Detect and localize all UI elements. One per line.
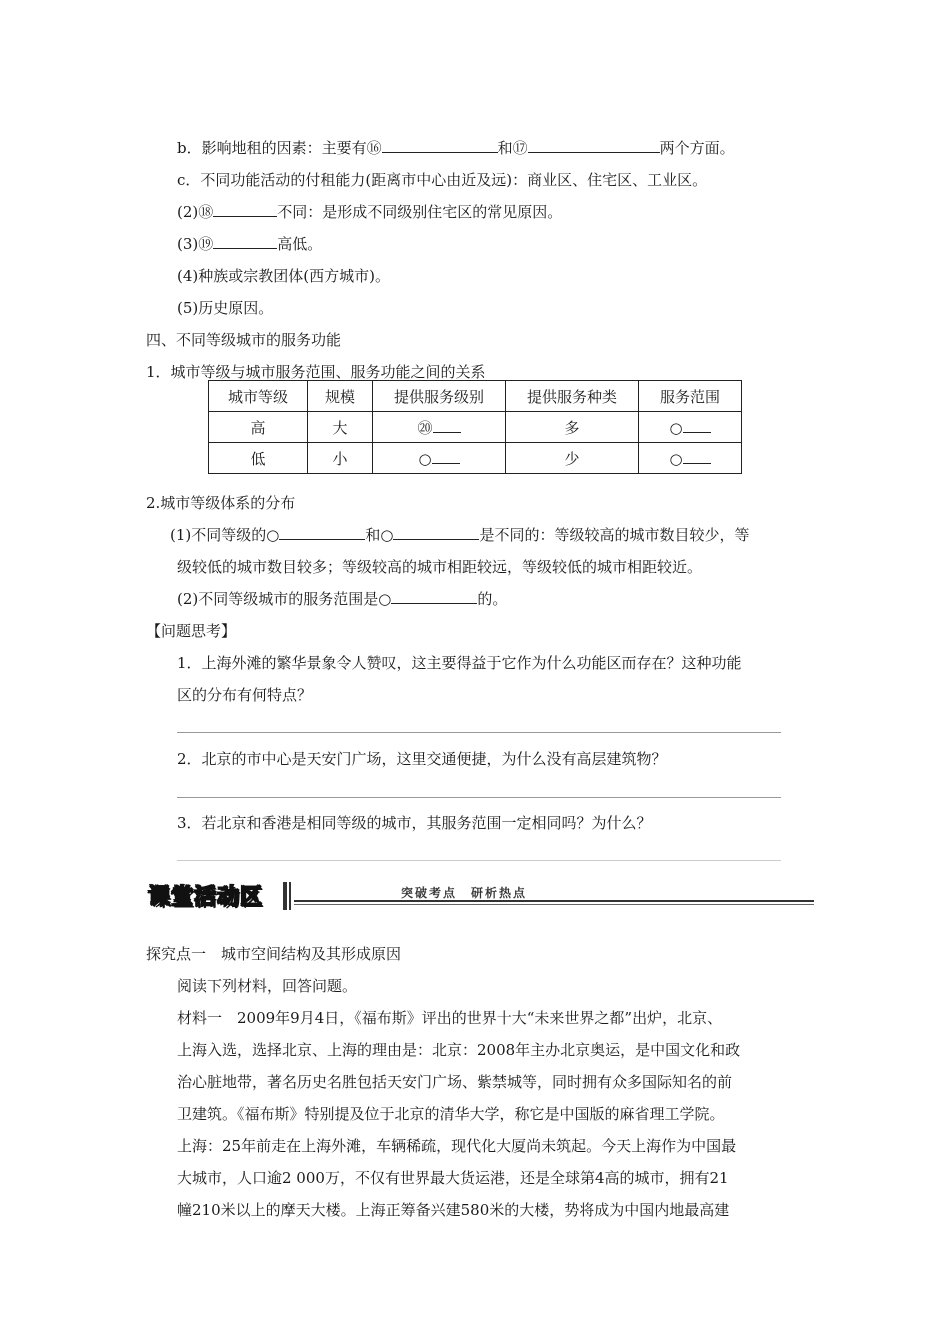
distribution-middle: 和○ <box>365 526 394 544</box>
material-1-line: 上海入选，选择北京、上海的理由是：北京：2008年主办北京奥运，是中国文化和政 <box>177 1041 741 1059</box>
material-1-line: 治心脏地带，著名历史名胜包括天安门广场、紫禁城等，同时拥有众多国际知名的前 <box>177 1073 733 1091</box>
material-1-line: 材料一 2009年9月4日，《福布斯》评出的世界十大“未来世界之都”出炉，北京、 <box>177 1009 723 1027</box>
distribution-suffix: 是不同的：等级较高的城市数目较少，等 <box>479 526 750 544</box>
answer-blank[interactable] <box>391 589 477 604</box>
distribution-prefix: (1)不同等级的○ <box>170 526 280 544</box>
rent-factor-middle: 和⑰ <box>497 139 528 157</box>
distribution-suffix: 的。 <box>477 590 508 608</box>
explore-point-title: 探究点一 城市空间结构及其形成原因 <box>146 945 402 963</box>
distribution-line-1 <box>170 525 749 545</box>
table-header-cell: 提供服务级别 <box>373 381 506 412</box>
shanghai-line: 上海：25年前走在上海外滩，车辆稀疏，现代化大厦尚未筑起。今天上海作为中国最 <box>177 1137 737 1155</box>
rent-ability-line: c．不同功能活动的付租能力(距离市中心由近及远)：商业区、住宅区、工业区。 <box>177 171 708 189</box>
section-banner <box>146 876 814 912</box>
table-cell-answer[interactable] <box>639 443 742 474</box>
factor-3-line <box>177 234 322 254</box>
cell-blank[interactable] <box>433 418 461 433</box>
cell-marker: ○ <box>418 449 432 468</box>
table-cell: 少 <box>506 443 639 474</box>
answer-blank-18[interactable] <box>213 202 277 217</box>
table-row <box>209 412 742 443</box>
factor-3-prefix: (3)⑲ <box>177 235 214 253</box>
answer-line-3[interactable] <box>177 860 781 861</box>
factor-2-suffix: 不同：是形成不同级别住宅区的常见原因。 <box>277 203 563 221</box>
answer-line-1[interactable] <box>177 732 781 733</box>
table-cell-answer[interactable] <box>639 412 742 443</box>
explore-intro: 阅读下列材料，回答问题。 <box>177 977 358 995</box>
answer-blank-16[interactable] <box>382 138 498 153</box>
cell-marker: ○ <box>669 418 683 437</box>
table-header-cell: 城市等级 <box>209 381 308 412</box>
cell-blank[interactable] <box>683 418 711 433</box>
banner-divider <box>289 882 291 910</box>
factor-3-suffix: 高低。 <box>277 235 323 253</box>
item-2-heading: 2.城市等级体系的分布 <box>146 494 296 512</box>
table-cell: 高 <box>209 412 308 443</box>
banner-title: 课堂活动区 <box>148 885 264 910</box>
factor-5-line: (5)历史原因。 <box>177 299 274 317</box>
answer-line-2[interactable] <box>177 797 781 798</box>
banner-rule <box>294 904 814 905</box>
table-row <box>209 443 742 474</box>
answer-blank-19[interactable] <box>213 234 277 249</box>
factor-4-line: (4)种族或宗教团体(西方城市)。 <box>177 267 390 285</box>
table-header-cell: 服务范围 <box>639 381 742 412</box>
banner-subtitle: 突破考点 研析热点 <box>401 886 528 900</box>
table-cell-answer[interactable] <box>373 412 506 443</box>
rent-factor-line <box>177 138 735 158</box>
factor-2-line <box>177 202 562 222</box>
cell-blank[interactable] <box>432 449 460 464</box>
question-1-text: 1．上海外滩的繁华景象令人赞叹，这主要得益于它作为什么功能区而存在？这种功能 <box>177 654 742 672</box>
table-cell-answer[interactable] <box>373 443 506 474</box>
answer-blank[interactable] <box>279 525 365 540</box>
banner-rule <box>294 900 814 902</box>
cell-marker: ○ <box>669 449 683 468</box>
section-4-heading: 四、不同等级城市的服务功能 <box>146 331 342 349</box>
question-3-text: 3．若北京和香港是相同等级的城市，其服务范围一定相同吗？为什么？ <box>177 814 652 832</box>
cell-blank[interactable] <box>683 449 711 464</box>
distribution-prefix: (2)不同等级城市的服务范围是○ <box>177 590 392 608</box>
questions-heading: 【问题思考】 <box>146 622 237 640</box>
table-header-cell: 规模 <box>308 381 373 412</box>
city-level-table <box>208 380 742 474</box>
rent-factor-prefix: b．影响地租的因素：主要有⑯ <box>177 139 382 157</box>
distribution-line-2: 级较低的城市数目较多；等级较高的城市相距较远，等级较低的城市相距较近。 <box>177 558 703 576</box>
shanghai-line: 大城市，人口逾2 000万，不仅有世界最大货运港，还是全球第4高的城市，拥有21 <box>177 1169 729 1187</box>
table-cell: 低 <box>209 443 308 474</box>
question-2-text: 2．北京的市中心是天安门广场，这里交通便捷，为什么没有高层建筑物？ <box>177 750 667 768</box>
rent-factor-suffix: 两个方面。 <box>659 139 735 157</box>
table-header-cell: 提供服务种类 <box>506 381 639 412</box>
table-header-row <box>209 381 742 412</box>
table-cell: 大 <box>308 412 373 443</box>
table-cell: 多 <box>506 412 639 443</box>
factor-2-prefix: (2)⑱ <box>177 203 214 221</box>
table-cell: 小 <box>308 443 373 474</box>
shanghai-line: 幢210米以上的摩天大楼。上海正筹备兴建580米的大楼，势将成为中国内地最高建 <box>177 1201 730 1219</box>
question-1-text-cont: 区的分布有何特点？ <box>177 686 313 704</box>
item-1-heading: 1．城市等级与城市服务范围、服务功能之间的关系 <box>146 363 486 381</box>
distribution-line-3 <box>177 589 507 609</box>
cell-marker: ⑳ <box>417 418 433 437</box>
answer-blank-17[interactable] <box>528 138 660 153</box>
material-1-line: 卫建筑。《福布斯》特别提及位于北京的清华大学，称它是中国版的麻省理工学院。 <box>177 1105 725 1123</box>
banner-divider <box>283 882 287 910</box>
answer-blank[interactable] <box>393 525 479 540</box>
